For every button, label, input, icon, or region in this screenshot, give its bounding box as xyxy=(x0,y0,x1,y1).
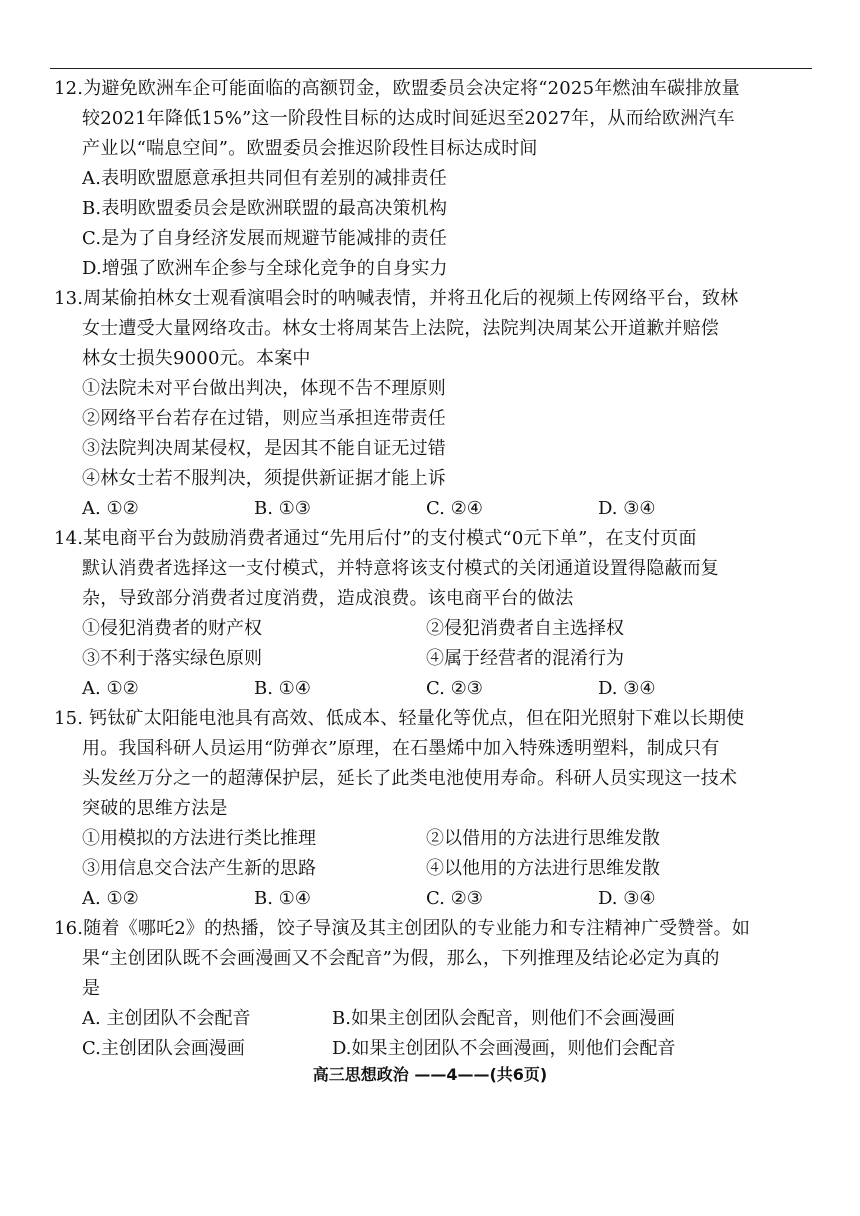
option-b: B.表明欧盟委员会是欧洲联盟的最高决策机构 xyxy=(82,198,448,219)
answer-choices xyxy=(54,884,814,914)
choice-d: D. ③④ xyxy=(598,678,656,699)
statement-1: ①用模拟的方法进行类比推理 xyxy=(82,828,316,849)
question-stem-line: 突破的思维方法是 xyxy=(82,798,228,819)
question-stem-line: 默认消费者选择这一支付模式，并特意将该支付模式的关闭通道设置得隐蔽而复 xyxy=(82,558,719,579)
question-stem-line: 林女士损失9000元。本案中 xyxy=(82,348,311,369)
choice-a: A. ①② xyxy=(82,498,139,519)
statement-2: ②侵犯消费者自主选择权 xyxy=(426,618,624,639)
choice-c: C. ②③ xyxy=(426,888,483,909)
question-13 xyxy=(54,284,814,524)
choice-b: B. ①③ xyxy=(254,498,311,519)
exam-page-content xyxy=(54,74,814,1064)
option-b: B.如果主创团队会配音，则他们不会画漫画 xyxy=(332,1008,675,1029)
page-footer: 高三思想政治 ——4——(共6页) xyxy=(312,1065,548,1084)
question-stem-line: 较2021年降低15%”这一阶段性目标的达成时间延迟至2027年，从而给欧洲汽车 xyxy=(82,108,735,129)
choice-c: C. ②③ xyxy=(426,678,483,699)
choice-a: A. ①② xyxy=(82,678,139,699)
choice-d: D. ③④ xyxy=(598,888,656,909)
choice-b: B. ①④ xyxy=(254,678,311,699)
question-stem-line: 女士遭受大量网络攻击。林女士将周某告上法院，法院判决周某公开道歉并赔偿 xyxy=(82,318,719,339)
question-15 xyxy=(54,704,814,914)
statement-row xyxy=(54,614,814,644)
statement-3: ③法院判决周某侵权，是因其不能自证无过错 xyxy=(82,438,446,459)
statement-row xyxy=(54,854,814,884)
statement-1: ①侵犯消费者的财产权 xyxy=(82,618,262,639)
statement-2: ②网络平台若存在过错，则应当承担连带责任 xyxy=(82,408,446,429)
question-stem-line: 16.随着《哪吒2》的热播，饺子导演及其主创团队的专业能力和专注精神广受赞誉。如 xyxy=(54,918,751,939)
statement-3: ③用信息交合法产生新的思路 xyxy=(82,858,316,879)
statement-3: ③不利于落实绿色原则 xyxy=(82,648,262,669)
statement-4: ④属于经营者的混淆行为 xyxy=(426,648,624,669)
choice-d: D. ③④ xyxy=(598,498,656,519)
option-c: C.主创团队会画漫画 xyxy=(82,1038,245,1059)
statement-2: ②以借用的方法进行思维发散 xyxy=(426,828,660,849)
question-14 xyxy=(54,524,814,704)
question-stem-line: 用。我国科研人员运用“防弹衣”原理，在石墨烯中加入特殊透明塑料，制成只有 xyxy=(82,738,720,759)
question-stem-line: 杂，导致部分消费者过度消费，造成浪费。该电商平台的做法 xyxy=(82,588,574,609)
statement-4: ④以他用的方法进行思维发散 xyxy=(426,858,660,879)
statement-4: ④林女士若不服判决，须提供新证据才能上诉 xyxy=(82,468,446,489)
question-stem-line: 是 xyxy=(82,978,101,999)
statement-row xyxy=(54,824,814,854)
option-d: D.如果主创团队不会画漫画，则他们会配音 xyxy=(332,1038,676,1059)
choice-a: A. ①② xyxy=(82,888,139,909)
statement-1: ①法院未对平台做出判决，体现不告不理原则 xyxy=(82,378,446,399)
option-c: C.是为了自身经济发展而规避节能减排的责任 xyxy=(82,228,448,249)
option-row xyxy=(54,1034,814,1064)
header-rule xyxy=(50,68,812,69)
question-stem-line: 12.为避免欧洲车企可能面临的高额罚金，欧盟委员会决定将“2025年燃油车碳排放量 xyxy=(54,78,740,99)
statement-row xyxy=(54,644,814,674)
answer-choices xyxy=(54,494,814,524)
question-stem-line: 15. 钙钛矿太阳能电池具有高效、低成本、轻量化等优点，但在阳光照射下难以长期使 xyxy=(54,708,745,729)
question-stem-line: 果“主创团队既不会画漫画又不会配音”为假，那么，下列推理及结论必定为真的 xyxy=(82,948,720,969)
question-12 xyxy=(54,74,814,284)
answer-choices xyxy=(54,674,814,704)
option-a: A.表明欧盟愿意承担共同但有差别的减排责任 xyxy=(82,168,447,189)
question-16 xyxy=(54,914,814,1064)
question-stem-line: 14.某电商平台为鼓励消费者通过“先用后付”的支付模式“0元下单”，在支付页面 xyxy=(54,528,697,549)
option-a: A. 主创团队不会配音 xyxy=(82,1008,251,1029)
question-stem-line: 产业以“喘息空间”。欧盟委员会推迟阶段性目标达成时间 xyxy=(82,138,538,159)
question-stem-line: 头发丝万分之一的超薄保护层，延长了此类电池使用寿命。科研人员实现这一技术 xyxy=(82,768,738,789)
choice-c: C. ②④ xyxy=(426,498,483,519)
option-row xyxy=(54,1004,814,1034)
question-stem-line: 13.周某偷拍林女士观看演唱会时的呐喊表情，并将丑化后的视频上传网络平台，致林 xyxy=(54,288,739,309)
option-d: D.增强了欧洲车企参与全球化竞争的自身实力 xyxy=(82,258,448,279)
choice-b: B. ①④ xyxy=(254,888,311,909)
